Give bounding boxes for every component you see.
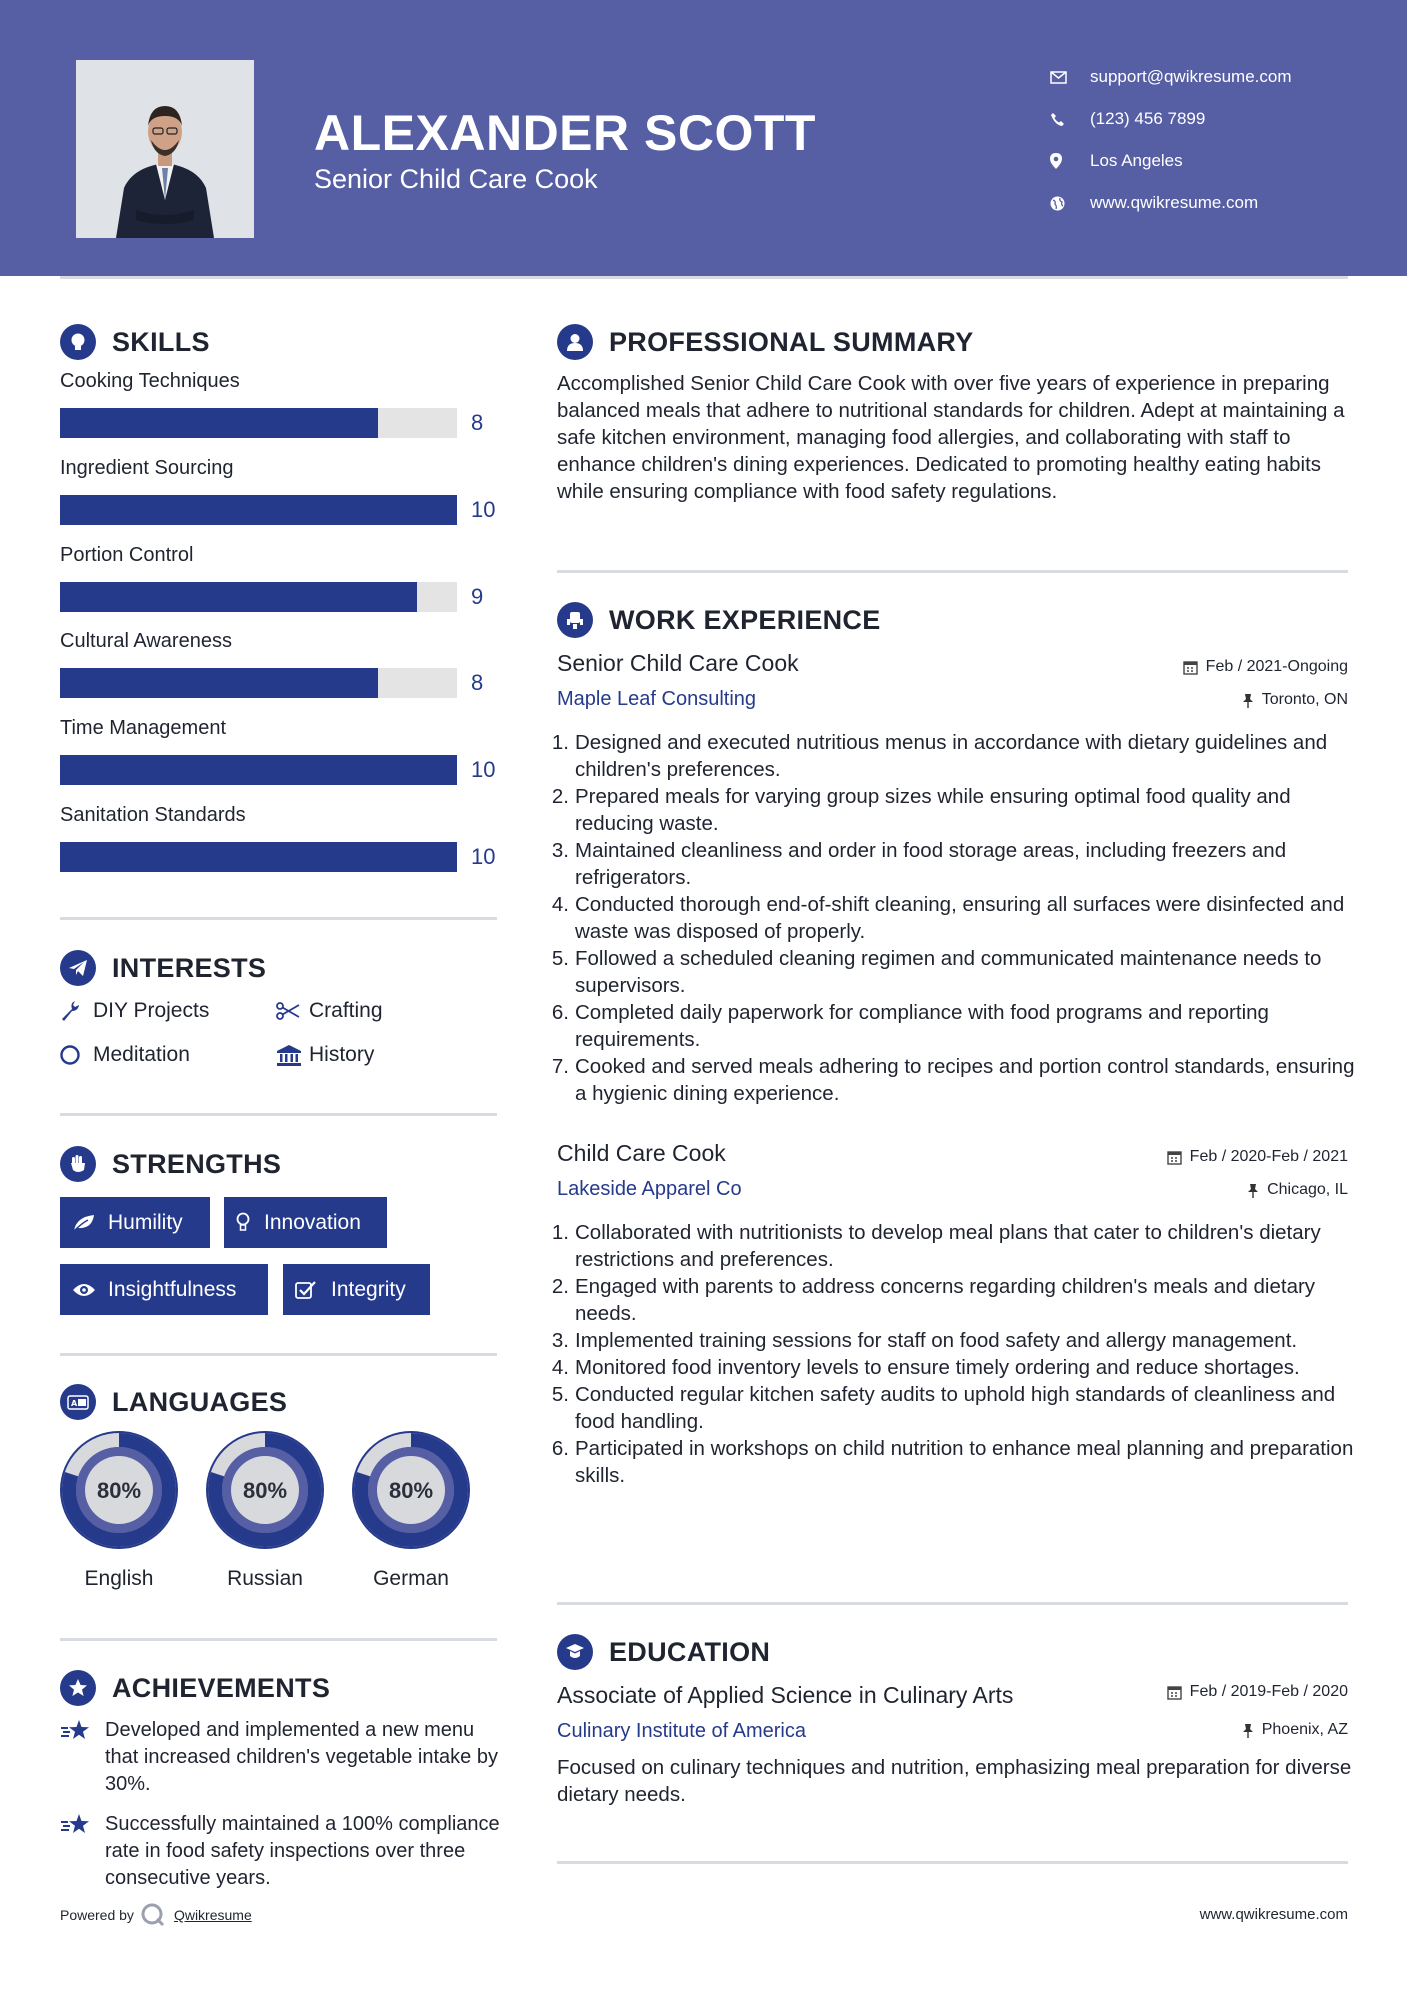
skill-item <box>60 457 500 543</box>
star-badge-icon <box>60 1670 96 1706</box>
job-bullet-text: Implemented training sessions for staff on food safety and allergy management. <box>575 1329 1298 1352</box>
fist-icon <box>60 1146 96 1182</box>
summary-heading <box>557 322 974 362</box>
skill-name: Cultural Awareness <box>60 630 232 652</box>
contact-website-text: www.qwikresume.com <box>1090 193 1259 212</box>
eye-icon <box>72 1282 108 1298</box>
contact-list <box>1050 56 1370 224</box>
job-bullet: 6. Completed daily paperwork for compliance with food programs and reporting requirements. <box>557 999 1357 1053</box>
skill-fill <box>60 495 457 525</box>
skill-name: Portion Control <box>60 544 194 566</box>
paper-plane-icon <box>60 950 96 986</box>
skill-item <box>60 804 500 890</box>
user-icon <box>557 324 593 360</box>
powered-by-label: Powered by <box>60 1907 134 1923</box>
job-title: Child Care Cook <box>557 1140 726 1166</box>
job-bullet-text: Participated in workshops on child nutrition to enhance meal planning and preparation skills. <box>575 1437 1354 1487</box>
job-bullet-text: Conducted thorough end-of-shift cleaning, ensuring all surfaces were disinfected and waste was disposed of properly. <box>575 893 1345 943</box>
strength-tag <box>60 1197 210 1248</box>
graduation-icon <box>557 1634 593 1670</box>
skill-value: 8 <box>471 410 484 435</box>
language-name: English <box>84 1567 154 1590</box>
interest-label: Meditation <box>93 1043 190 1066</box>
lightbulb-icon <box>236 1212 264 1234</box>
header-divider <box>60 276 1348 279</box>
language-ring <box>203 1428 327 1552</box>
achievement-item <box>60 1717 500 1798</box>
education-location <box>1242 1721 1348 1739</box>
map-marker-icon <box>1050 153 1090 169</box>
language-name: German <box>373 1567 449 1590</box>
strength-tag <box>60 1264 268 1315</box>
job-bullet: 4. Conducted thorough end-of-shift cleaning, ensuring all surfaces were disinfected and waste was disposed of properly. <box>557 891 1357 945</box>
school-name: Culinary Institute of America <box>557 1720 806 1742</box>
leaf-icon <box>72 1213 108 1233</box>
job-bullet: 6. Participated in workshops on child nutrition to enhance meal planning and preparation skills. <box>557 1435 1357 1489</box>
checkbox-icon <box>295 1280 331 1300</box>
section-divider <box>60 1113 497 1116</box>
achievement-item <box>60 1811 500 1892</box>
calendar-icon <box>1167 1150 1182 1165</box>
skill-name: Cooking Techniques <box>60 370 240 392</box>
contact-phone[interactable] <box>1050 98 1370 140</box>
skill-bar <box>60 842 457 872</box>
section-divider <box>60 917 497 920</box>
job-bullet: 7. Cooked and served meals adhering to recipes and portion control standards, ensuring a hygienic dining experience. <box>557 1053 1357 1107</box>
education-dates-text: Feb / 2019-Feb / 2020 <box>1189 1683 1348 1700</box>
strengths-heading <box>60 1144 281 1184</box>
job-bullet: 3. Maintained cleanliness and order in food storage areas, including freezers and refrigerators. <box>557 837 1357 891</box>
skill-value: 10 <box>471 497 496 522</box>
skills-title: SKILLS <box>112 326 210 357</box>
globe-icon <box>1050 196 1090 211</box>
lightbulb-icon <box>60 324 96 360</box>
skill-bar <box>60 495 457 525</box>
skill-item <box>60 717 500 803</box>
scissors-icon <box>276 1002 309 1020</box>
language-ring <box>57 1428 181 1552</box>
language-item <box>349 1428 473 1591</box>
education-location-text: Phoenix, AZ <box>1261 1721 1348 1738</box>
interests-heading <box>60 948 266 988</box>
skill-value: 8 <box>471 670 484 695</box>
job-bullet-text: Cooked and served meals adhering to recipes and portion control standards, ensuring a hygienic dining experience. <box>575 1055 1355 1105</box>
skill-fill <box>60 842 457 872</box>
skill-bar <box>60 582 457 612</box>
job-dates <box>1167 1148 1348 1166</box>
strength-label: Insightfulness <box>108 1277 237 1301</box>
experience-title: WORK EXPERIENCE <box>609 604 881 635</box>
interest-item <box>60 996 209 1026</box>
company-name: Lakeside Apparel Co <box>557 1178 742 1200</box>
education-title: EDUCATION <box>609 1636 771 1667</box>
job-bullet-text: Collaborated with nutritionists to develop meal plans that cater to children's dietary restrictions and preferences. <box>575 1221 1321 1271</box>
skill-item <box>60 630 500 716</box>
job-bullet: 2. Prepared meals for varying group sizes while ensuring optimal food quality and reducing waste. <box>557 783 1357 837</box>
language-percent: 80% <box>242 1478 288 1503</box>
job-bullet: 2. Engaged with parents to address concerns regarding children's meals and dietary needs. <box>557 1273 1357 1327</box>
job-title: Senior Child Care Cook <box>557 650 799 676</box>
skills-heading <box>60 322 210 362</box>
interests-title: INTERESTS <box>112 952 267 983</box>
strength-label: Integrity <box>331 1277 406 1301</box>
candidate-name: ALEXANDER SCOTT <box>314 105 816 161</box>
contact-email-text: support@qwikresume.com <box>1090 67 1292 86</box>
languages-heading <box>60 1382 287 1422</box>
job-bullet: 4. Monitored food inventory levels to ensure timely ordering and reduce shortages. <box>551 1356 1300 1379</box>
language-percent: 80% <box>96 1478 142 1503</box>
briefcase-icon <box>557 602 593 638</box>
skill-fill <box>60 582 417 612</box>
section-divider <box>60 1638 497 1641</box>
skill-value: 10 <box>471 844 496 869</box>
achievements-heading <box>60 1668 330 1708</box>
resume-header <box>0 0 1407 276</box>
languages-title: LANGUAGES <box>112 1386 288 1417</box>
job-bullet: 3. Implemented training sessions for staff on food safety and allergy management. <box>551 1329 1298 1352</box>
skill-fill <box>60 755 457 785</box>
circle-icon <box>60 1044 93 1066</box>
job-bullet-text: Completed daily paperwork for compliance with food programs and reporting requirements. <box>575 1001 1269 1051</box>
job-bullet: 1. Designed and executed nutritious menus in accordance with dietary guidelines and children's preferences. <box>557 729 1357 783</box>
contact-location <box>1050 140 1370 182</box>
strength-label: Innovation <box>264 1210 361 1234</box>
contact-location-text: Los Angeles <box>1090 151 1183 170</box>
phone-icon <box>1050 112 1090 127</box>
language-item <box>57 1428 181 1591</box>
strength-tag <box>224 1197 387 1248</box>
skill-fill <box>60 408 378 438</box>
job-bullet-text: Engaged with parents to address concerns regarding children's meals and dietary needs. <box>575 1275 1316 1325</box>
skill-bar <box>60 408 457 438</box>
skill-fill <box>60 668 378 698</box>
strength-tag <box>283 1264 430 1315</box>
section-divider <box>557 1861 1348 1864</box>
calendar-icon <box>1183 660 1198 675</box>
interest-label: Crafting <box>309 999 383 1022</box>
skill-name: Sanitation Standards <box>60 804 246 826</box>
job-bullet-text: Conducted regular kitchen safety audits to uphold high standards of cleanliness and food handling. <box>575 1383 1336 1433</box>
skill-name: Time Management <box>60 717 226 739</box>
achievement-text: Developed and implemented a new menu that increased children's vegetable intake by 30%. <box>105 1719 498 1795</box>
calendar-icon <box>1167 1685 1182 1700</box>
envelope-icon <box>1050 71 1090 84</box>
job-bullet-text: Followed a scheduled cleaning regimen and communicated maintenance needs to supervisors. <box>575 947 1322 997</box>
skill-bar <box>60 755 457 785</box>
footer-website[interactable]: www.qwikresume.com <box>1199 1906 1348 1923</box>
job-bullets <box>551 729 1357 1107</box>
wrench-icon <box>60 1000 93 1022</box>
footer-powered-by <box>60 1902 252 1928</box>
candidate-title: Senior Child Care Cook <box>314 164 598 194</box>
strengths-title: STRENGTHS <box>112 1148 282 1179</box>
job-location <box>1247 1181 1348 1199</box>
skill-value: 10 <box>471 757 496 782</box>
company-name: Maple Leaf Consulting <box>557 688 757 710</box>
interest-label: History <box>309 1043 375 1066</box>
job-dates <box>1183 658 1348 676</box>
pushpin-icon <box>1242 693 1254 708</box>
summary-title: PROFESSIONAL SUMMARY <box>609 326 974 357</box>
star-icon <box>60 1717 105 1798</box>
job-dates-text: Feb / 2020-Feb / 2021 <box>1189 1148 1348 1165</box>
pushpin-icon <box>1247 1183 1259 1198</box>
achievements-title: ACHIEVEMENTS <box>112 1672 331 1703</box>
profile-photo <box>76 60 254 238</box>
education-heading <box>557 1632 770 1672</box>
svg-text:A: A <box>71 1399 78 1408</box>
section-divider <box>60 1353 497 1356</box>
language-ring <box>349 1428 473 1552</box>
skill-item <box>60 544 500 630</box>
interest-item <box>60 1040 190 1070</box>
contact-phone-text: (123) 456 7899 <box>1090 109 1206 128</box>
interest-item <box>276 1040 374 1070</box>
qwikresume-logo-icon <box>140 1902 166 1928</box>
skill-value: 9 <box>471 584 484 609</box>
language-percent: 80% <box>388 1478 434 1503</box>
contact-website[interactable] <box>1050 182 1370 224</box>
interest-label: DIY Projects <box>93 999 210 1022</box>
job-bullet: 5. Conducted regular kitchen safety audits to uphold high standards of cleanliness and food handling. <box>557 1381 1357 1435</box>
job-bullet: 5. Followed a scheduled cleaning regimen and communicated maintenance needs to supervisors. <box>557 945 1357 999</box>
language-icon <box>60 1384 96 1420</box>
job-bullet-text: Maintained cleanliness and order in food storage areas, including freezers and refrigerators. <box>575 839 1287 889</box>
star-icon <box>60 1811 105 1892</box>
education-description: Focused on culinary techniques and nutrition, emphasizing meal preparation for diverse dietary needs. <box>557 1756 1352 1806</box>
skill-item <box>60 370 500 456</box>
job-bullet: 1. Collaborated with nutritionists to develop meal plans that cater to children's dietary restrictions and preferences. <box>557 1219 1357 1273</box>
strength-label: Humility <box>108 1210 183 1234</box>
job-bullets <box>551 1219 1357 1489</box>
summary-text: Accomplished Senior Child Care Cook with over five years of experience in preparing balanced meals that adhere to nutritional standards for children. Adept at maintaining a safe kitchen environment, managing food allergies, and collaborating with staff to enhance children's dining experiences. Dedicated to promoting healthy eating habits while ensuring compliance with food safety regulations. <box>557 372 1345 503</box>
skill-bar <box>60 668 457 698</box>
degree-title: Associate of Applied Science in Culinary Arts <box>557 1682 1014 1708</box>
qwikresume-link[interactable]: Qwikresume <box>173 1907 252 1923</box>
job-dates-text: Feb / 2021-Ongoing <box>1205 658 1348 675</box>
job-location-text: Toronto, ON <box>1261 691 1348 708</box>
achievement-text: Successfully maintained a 100% compliance rate in food safety inspections over three consecutive years. <box>105 1813 500 1889</box>
interest-item <box>276 996 383 1026</box>
contact-email[interactable] <box>1050 56 1370 98</box>
section-divider <box>557 1602 1348 1605</box>
language-item <box>203 1428 327 1591</box>
job-bullet-text: Designed and executed nutritious menus in accordance with dietary guidelines and children's preferences. <box>575 731 1328 781</box>
section-divider <box>557 570 1348 573</box>
job-location-text: Chicago, IL <box>1267 1181 1348 1198</box>
experience-heading <box>557 600 881 640</box>
pushpin-icon <box>1242 1723 1254 1738</box>
job-bullet-text: Prepared meals for varying group sizes while ensuring optimal food quality and reducing waste. <box>575 785 1291 835</box>
skill-name: Ingredient Sourcing <box>60 457 234 479</box>
institution-icon <box>276 1044 309 1066</box>
job-bullet-text: Monitored food inventory levels to ensure timely ordering and reduce shortages. <box>575 1356 1300 1379</box>
job-location <box>1242 691 1348 709</box>
language-name: Russian <box>227 1567 303 1590</box>
education-dates <box>1167 1683 1348 1701</box>
